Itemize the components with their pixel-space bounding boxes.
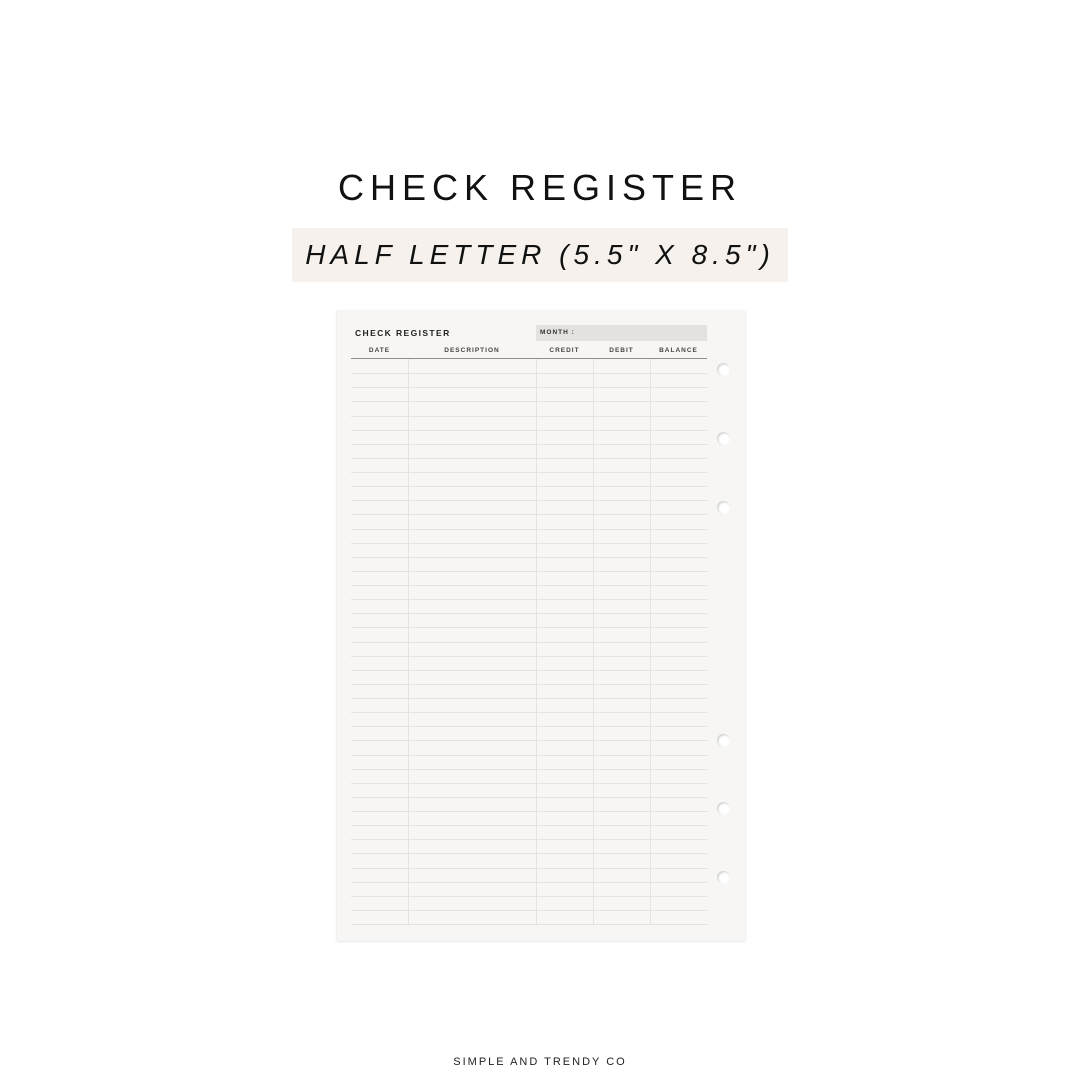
register-row-line bbox=[351, 472, 707, 473]
register-row-line bbox=[351, 458, 707, 459]
register-row-line bbox=[351, 755, 707, 756]
register-row-line bbox=[351, 486, 707, 487]
column-header-balance: BALANCE bbox=[659, 347, 698, 354]
register-row-line bbox=[351, 811, 707, 812]
register-row-line bbox=[351, 613, 707, 614]
register-row-line bbox=[351, 783, 707, 784]
register-row-line bbox=[351, 642, 707, 643]
register-row-line bbox=[351, 627, 707, 628]
register-column-line bbox=[593, 359, 594, 924]
register-row-line bbox=[351, 896, 707, 897]
planner-sheet bbox=[337, 311, 745, 941]
binder-hole bbox=[717, 501, 730, 514]
register-row-line bbox=[351, 416, 707, 417]
register-row-line bbox=[351, 529, 707, 530]
register-row-line bbox=[351, 797, 707, 798]
binder-hole bbox=[717, 363, 730, 376]
brand-footer: SIMPLE AND TRENDY CO bbox=[453, 1056, 627, 1068]
register-grid bbox=[351, 359, 707, 924]
register-row-line bbox=[351, 585, 707, 586]
month-field bbox=[536, 325, 707, 341]
binder-hole bbox=[717, 734, 730, 747]
column-header-description: DESCRIPTION bbox=[444, 347, 500, 354]
page-subtitle: HALF LETTER (5.5" X 8.5") bbox=[305, 239, 775, 270]
register-row-line bbox=[351, 726, 707, 727]
register-row-line bbox=[351, 500, 707, 501]
register-row-line bbox=[351, 444, 707, 445]
binder-hole bbox=[717, 802, 730, 815]
register-row-line bbox=[351, 684, 707, 685]
register-row-line bbox=[351, 571, 707, 572]
column-header-debit: DEBIT bbox=[609, 347, 634, 354]
register-row-line bbox=[351, 656, 707, 657]
register-row-line bbox=[351, 698, 707, 699]
register-row-line bbox=[351, 599, 707, 600]
register-row-line bbox=[351, 712, 707, 713]
register-row-line bbox=[351, 769, 707, 770]
column-header-date: DATE bbox=[368, 347, 391, 354]
register-column-line bbox=[536, 359, 537, 924]
register-row-line bbox=[351, 387, 707, 388]
register-row-line bbox=[351, 882, 707, 883]
register-row-line bbox=[351, 839, 707, 840]
register-row-line bbox=[351, 825, 707, 826]
register-row-line bbox=[351, 740, 707, 741]
register-column-line bbox=[650, 359, 651, 924]
register-row-line bbox=[351, 430, 707, 431]
register-row-line bbox=[351, 557, 707, 558]
register-row-line bbox=[351, 514, 707, 515]
column-header-credit: CREDIT bbox=[549, 347, 580, 354]
table-header bbox=[351, 346, 707, 359]
register-row-line bbox=[351, 670, 707, 671]
register-row-line bbox=[351, 910, 707, 911]
register-row-line bbox=[351, 543, 707, 544]
month-label: MONTH : bbox=[540, 329, 575, 336]
page-title: CHECK REGISTER bbox=[337, 167, 743, 208]
register-column-line bbox=[408, 359, 409, 924]
subtitle-banner bbox=[292, 228, 788, 282]
sheet-title: CHECK REGISTER bbox=[355, 328, 451, 338]
register-row-line bbox=[351, 853, 707, 854]
register-row-line bbox=[351, 924, 707, 925]
register-row-line bbox=[351, 373, 707, 374]
register-row-line bbox=[351, 401, 707, 402]
binder-hole bbox=[717, 871, 730, 884]
binder-hole bbox=[717, 432, 730, 445]
register-row-line bbox=[351, 868, 707, 869]
